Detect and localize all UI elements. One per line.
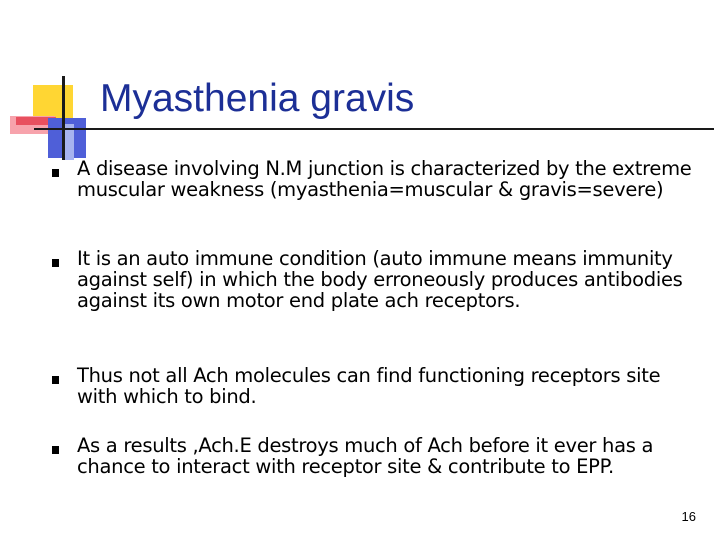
decorative-logo: [0, 0, 110, 170]
slide-title: Myasthenia gravis: [100, 77, 415, 120]
logo-vertical-line: [62, 76, 65, 160]
square-bullet-icon: [52, 169, 59, 177]
bullet-text: As a results ,Ach.E destroys much of Ach before it ever has a chance to interact with receptor site & contribute to EPP.: [77, 434, 654, 478]
bullet-item: [48, 158, 698, 200]
bullet-item: [48, 248, 698, 311]
title-underline: [34, 128, 714, 130]
bullet-text: Thus not all Ach molecules can find functioning receptors site with which to bind.: [77, 364, 661, 408]
square-bullet-icon: [52, 376, 59, 384]
bullet-item: [48, 435, 698, 477]
square-bullet-icon: [52, 446, 59, 454]
page-number: 16: [681, 509, 696, 524]
bullet-text: It is an auto immune condition (auto immune means immunity against self) in which the body erroneously produces antibodies against its own motor end plate ach receptors.: [77, 247, 683, 312]
bullet-item: [48, 365, 698, 407]
square-bullet-icon: [52, 259, 59, 267]
bullet-text: A disease involving N.M junction is characterized by the extreme muscular weakness (myasthenia=muscular & gravis=severe): [77, 157, 692, 201]
